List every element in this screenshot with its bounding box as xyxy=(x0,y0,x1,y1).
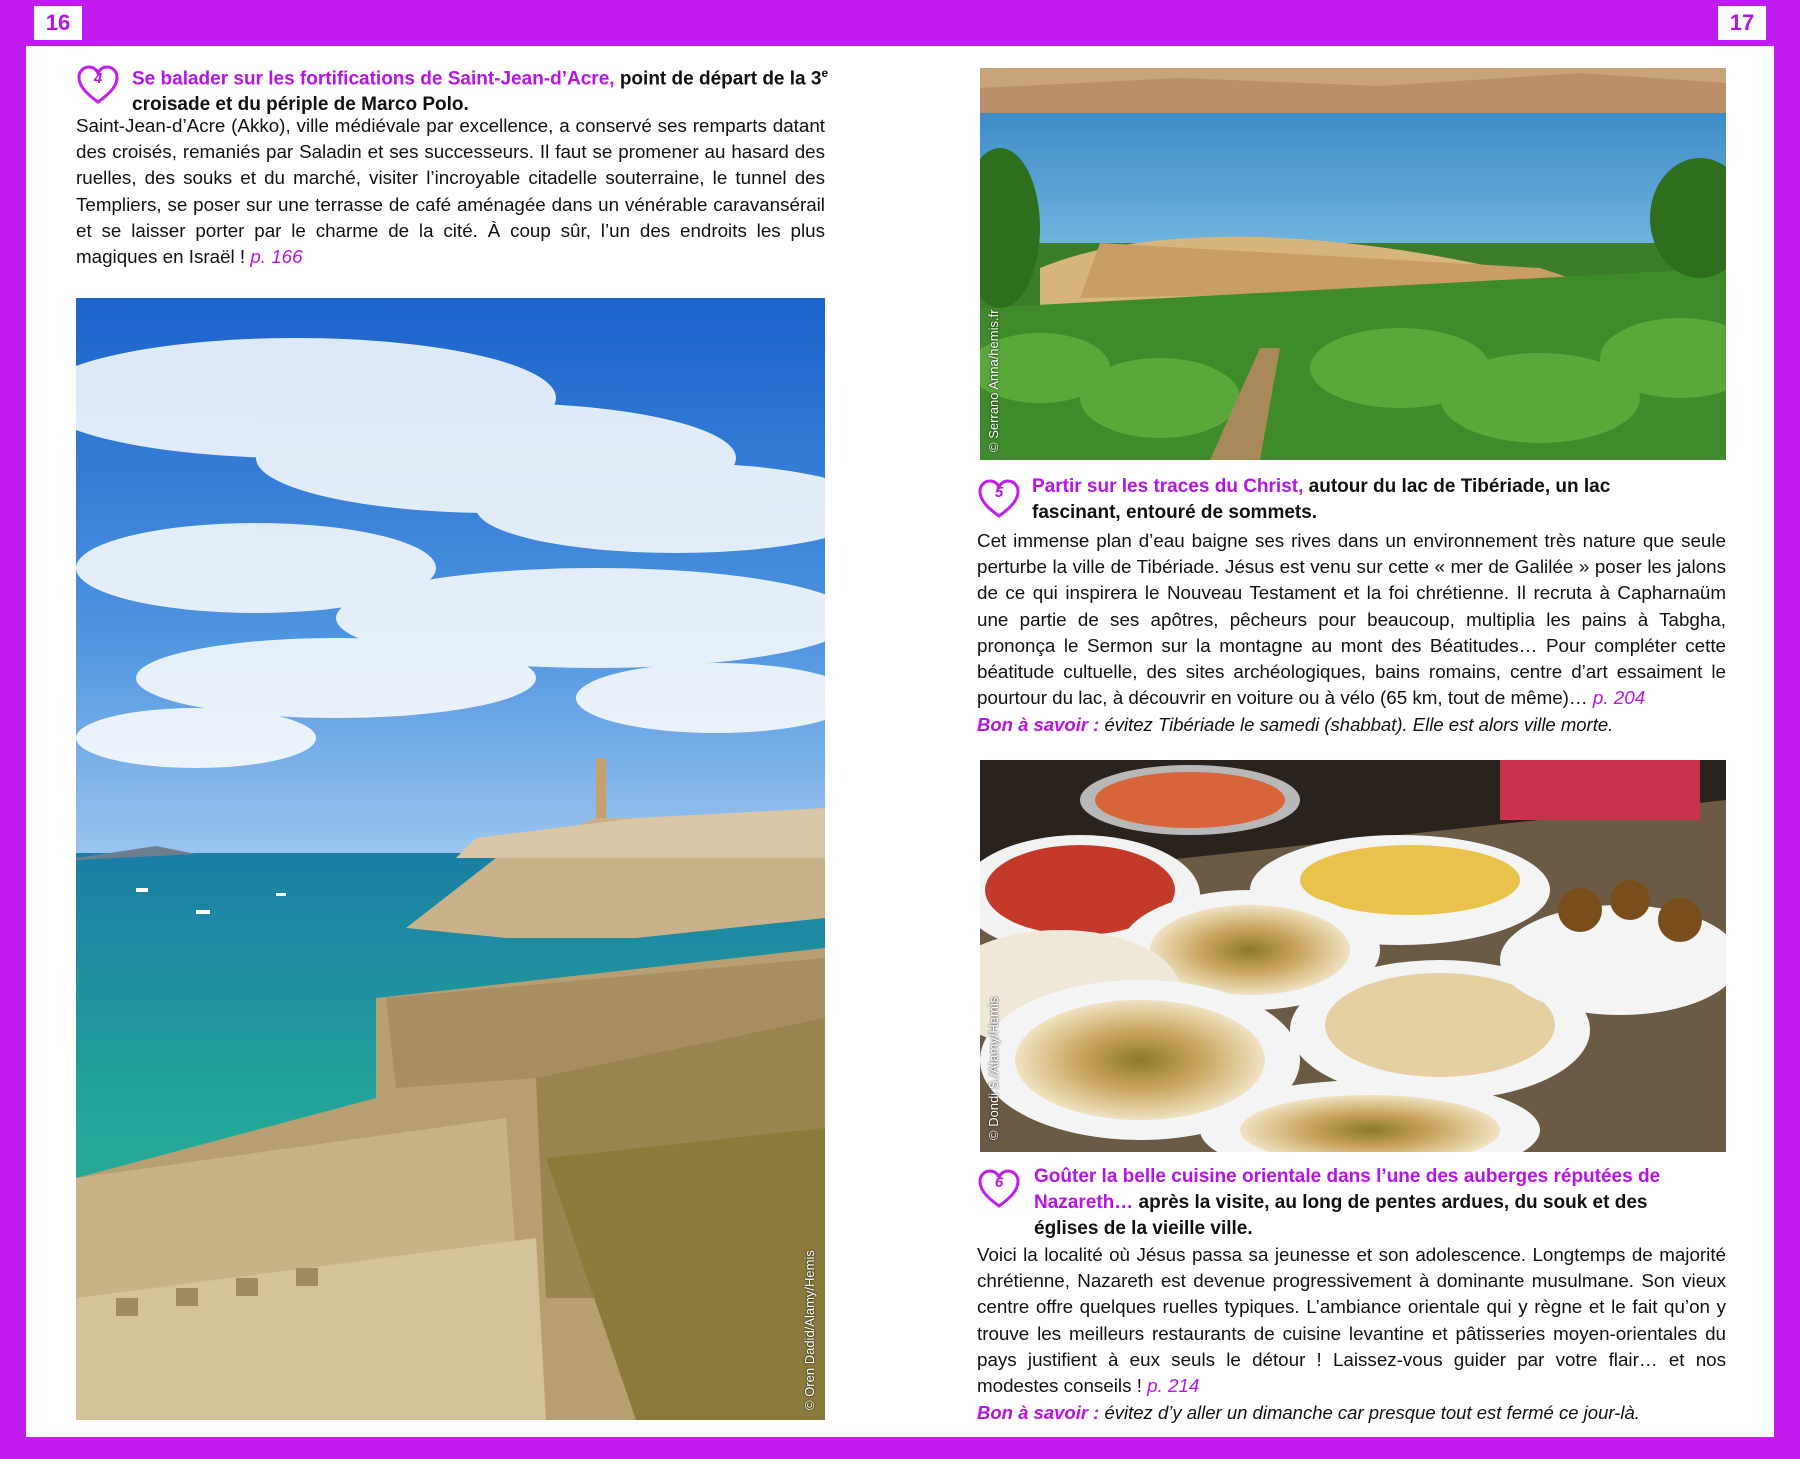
body-text: Saint-Jean-d’Acre (Akko), ville médiévale par excellence, a conservé ses remparts datant des croisés, remaniés par Saladin et ses successeurs. Il faut se promener au hasard des ruelles, des souks et du marché, visiter l’incroyable citadelle souterraine, le tunnel des Templiers, se poser sur une terrasse de café aménagée dans un vénérable caravansérail et se laisser porter par le charme de la cité. À coup sûr, l’un des endroits les plus magiques en Israël ! xyxy=(76,115,825,268)
title-highlight: Se balader sur les fortifications de Saint-Jean-d’Acre, xyxy=(132,68,615,90)
heart-number-icon xyxy=(977,478,1021,520)
frame-left xyxy=(0,0,26,1459)
title-rest: point de départ de la 3 xyxy=(614,68,822,90)
page-number-right: 17 xyxy=(1718,6,1766,40)
bon-a-savoir xyxy=(977,1400,1726,1426)
page-reference: p. 214 xyxy=(1147,1375,1200,1397)
heart-number-icon xyxy=(977,1168,1021,1210)
photo-lake-tiberias xyxy=(980,68,1726,460)
entry-title xyxy=(132,60,832,118)
entry-number: 5 xyxy=(994,484,1004,501)
title-rest-end: croisade et du périple de Marco Polo. xyxy=(132,94,469,116)
photo-acre xyxy=(76,298,825,1420)
entry-body xyxy=(977,528,1726,711)
bon-label: Bon à savoir : xyxy=(977,714,1100,735)
photo-credit-food: © Dondi S./Alamy/Hemis xyxy=(986,996,1001,1140)
frame-bottom xyxy=(0,1437,1800,1459)
title-rest: après la visite, au long de pentes ardues, du souk et des églises de la vieille ville. xyxy=(1034,1192,1648,1239)
running-head-right: NOS COUPS DE CŒUR xyxy=(1449,10,1694,35)
entry-title xyxy=(1034,1164,1704,1242)
bon-text: évitez d’y aller un dimanche car presque tout est fermé ce jour-là. xyxy=(1099,1402,1640,1423)
photo-credit-lake: © Serrano Anna/hemis.fr xyxy=(986,309,1001,452)
body-text: Voici la localité où Jésus passa sa jeunesse et son adolescence. Longtemps de majorité chrétienne, Nazareth est devenue progressivement à dominante musulmane. Son vieux centre offre quelques ruelles typiques. L’ambiance orientale qui y règne et le fait qu’on y trouve les meilleurs restaurants de cuisine levantine et pâtisseries moyen-orientales du pays justifient à eux seuls le détour ! Laissez-vous guider par votre flair… et nos modestes conseils ! xyxy=(977,1244,1726,1397)
page-reference: p. 166 xyxy=(250,246,303,268)
title-highlight: Partir sur les traces du Christ, xyxy=(1032,476,1304,497)
title-sup: e xyxy=(821,66,829,80)
running-head-left: NOS COUPS DE CŒUR xyxy=(100,10,345,35)
entry-number: 6 xyxy=(994,1174,1004,1191)
gutter xyxy=(888,46,912,1437)
bon-label: Bon à savoir : xyxy=(977,1402,1100,1423)
body-text: Cet immense plan d’eau baigne ses rives dans un environnement très nature que seule perturbe la ville de Tibériade. Jésus est venu sur cette « mer de Galilée » poser les jalons de ce qui inspirera le Nouveau Testament et la foi chrétienne. Il recruta à Capharnaüm une partie de ses apôtres, pêcheurs pour beaucoup, multiplia les pains à Tabgha, prononça le Sermon sur la montagne au mont des Béatitudes… Pour compléter cette béatitude cultuelle, des sites archéologiques, bains romains, centre d’art essaiment le pourtour du lac, à découvrir en voiture ou à vélo (65 km, tout de même)… xyxy=(977,530,1726,709)
photo-credit-acre: © Oren Dadid/Alamy/Hemis xyxy=(802,1250,817,1410)
entry-number: 4 xyxy=(93,70,103,87)
bon-text: évitez Tibériade le samedi (shabbat). Elle est alors ville morte. xyxy=(1099,714,1614,735)
photo-oriental-food xyxy=(980,760,1726,1152)
page-reference: p. 204 xyxy=(1592,687,1646,709)
frame-right xyxy=(1774,0,1800,1459)
page-number-left: 16 xyxy=(34,6,82,40)
entry-body xyxy=(76,113,825,270)
bon-a-savoir xyxy=(977,712,1726,738)
title-highlight: Goûter la belle cuisine orientale dans l’une des auberges réputées de Nazareth… xyxy=(1034,1166,1661,1213)
title-rest: autour du lac de Tibériade, un lac fascinant, entouré de sommets. xyxy=(1032,476,1611,523)
entry-body xyxy=(977,1242,1726,1399)
entry-title xyxy=(1032,474,1704,526)
heart-number-icon xyxy=(76,64,120,106)
